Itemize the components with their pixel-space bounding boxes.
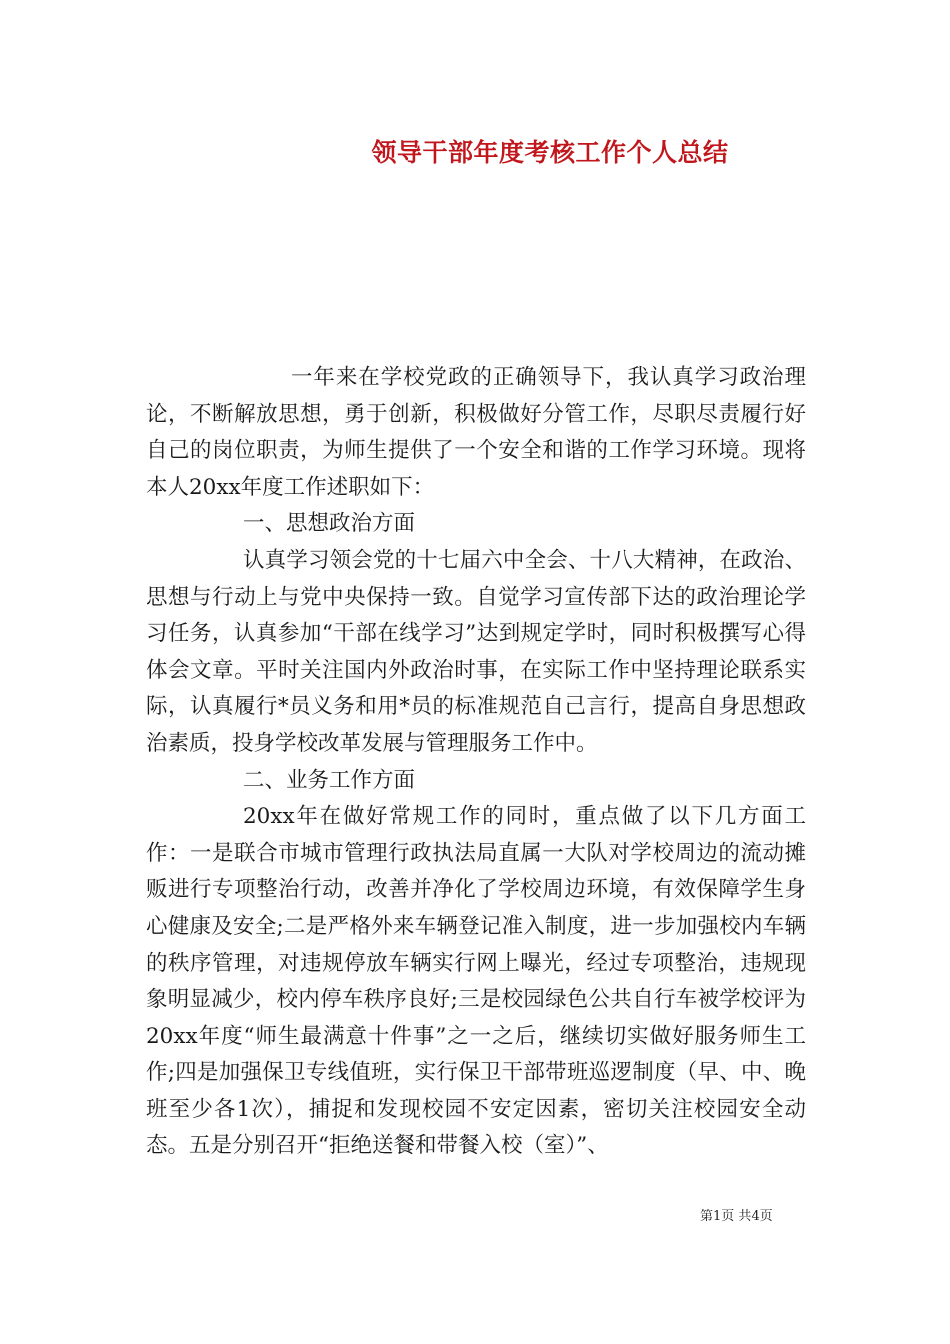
section-heading-work: 二、业务工作方面 bbox=[243, 767, 416, 793]
intro-paragraph: 一年来在学校党政的正确领导下，我认真学习政治理论，不断解放思想，勇于创新，积极做好分管工作，尽职尽责履行好自己的岗位职责，为师生提供了一个安全和谐的工作学习环境。现将本人20xx年度工作述职如下： bbox=[146, 365, 806, 500]
section-paragraph-ideology: 认真学习领会党的十七届六中全会、十八大精神，在政治、思想与行动上与党中央保持一致。自觉学习宣传部下达的政治理论学习任务，认真参加“干部在线学习”达到规定学时，同时积极撰写心得体会文章。平时关注国内外政治时事，在实际工作中坚持理论联系实际，认真履行*员义务和用*员的标准规范自己言行，提高自身思想政治素质，投身学校改革发展与管理服务工作中。 bbox=[146, 547, 806, 756]
page-number-footer bbox=[700, 1205, 820, 1224]
document-title: 领导干部年度考核工作个人总结 bbox=[371, 138, 729, 167]
footer-prefix: 第 bbox=[700, 1209, 714, 1224]
footer-middle: 页 共 bbox=[721, 1209, 752, 1224]
section-paragraph-work: 20xx年在做好常规工作的同时，重点做了以下几方面工作：一是联合市城市管理行政执法局直属一大队对学校周边的流动摊贩进行专项整治行动，改善并净化了学校周边环境，有效保障学生身心健康及安全;二是严格外来车辆登记准入制度，进一步加强校内车辆的秩序管理，对违规停放车辆实行网上曝光，经过专项整治，违规现象明显减少，校内停车秩序良好;三是校园绿色公共自行车被学校评为20xx年度“师生最满意十件事”之一之后，继续切实做好服务师生工作;四是加强保卫专线值班，实行保卫干部带班巡逻制度（早、中、晚班至少各1次），捕捉和发现校园不安定因素，密切关注校园安全动态。五是分别召开“拒绝送餐和带餐入校（室）”、 bbox=[146, 804, 806, 1159]
footer-suffix: 页 bbox=[759, 1209, 773, 1224]
section-heading-ideology: 一、思想政治方面 bbox=[243, 511, 416, 537]
footer-total-pages: 4 bbox=[751, 1209, 760, 1224]
document-body bbox=[146, 360, 806, 1165]
footer-current-page: 1 bbox=[713, 1209, 722, 1224]
